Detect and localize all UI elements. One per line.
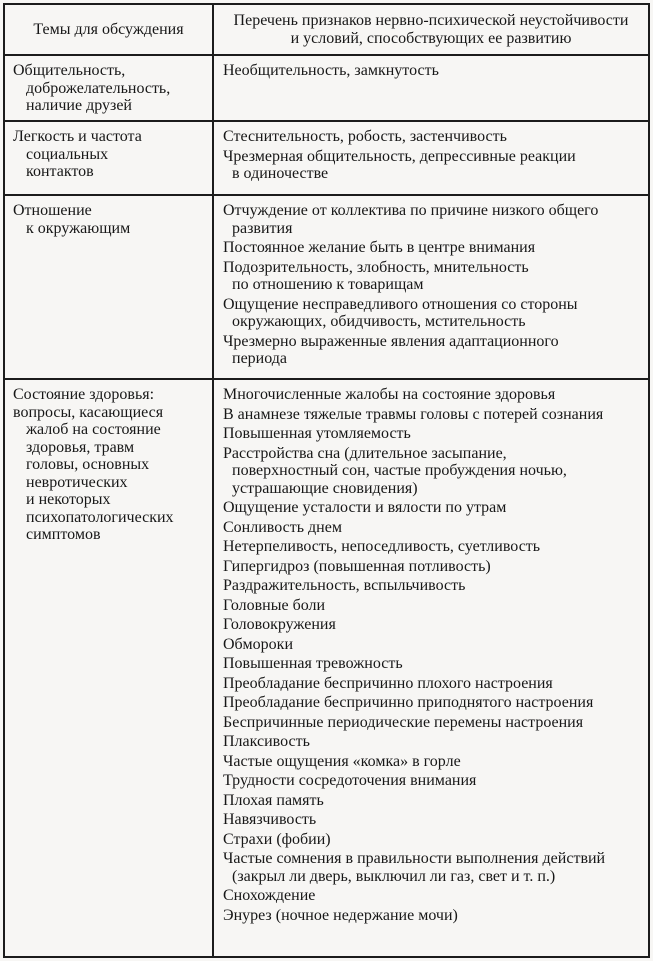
topics-header-label: Темы для обсуждения bbox=[33, 20, 184, 38]
topic-line: и некоторых bbox=[26, 491, 111, 508]
signs-cell bbox=[213, 195, 649, 379]
sign-item bbox=[223, 907, 642, 925]
sign-item bbox=[223, 753, 642, 771]
sign-item bbox=[223, 538, 642, 556]
topics-header-cell bbox=[4, 4, 213, 55]
sign-item bbox=[223, 714, 642, 732]
sign-item bbox=[223, 811, 642, 829]
sign-line: Плаксивость bbox=[223, 733, 310, 750]
sign-line: (закрыл ли дверь, выключил ли газ, свет и т. п.) bbox=[232, 867, 556, 885]
sign-line: Головокружения bbox=[223, 616, 336, 633]
table-row bbox=[4, 121, 649, 195]
sign-item bbox=[223, 733, 642, 751]
sign-item bbox=[223, 333, 642, 368]
sign-line: Гипергидроз (повышенная потливость) bbox=[223, 557, 491, 575]
sign-line: Трудности сосредоточения внимания bbox=[223, 772, 477, 789]
sign-item bbox=[223, 239, 642, 257]
topic-line: вопросы, касающиеся bbox=[13, 403, 164, 421]
sign-item bbox=[223, 62, 642, 80]
sign-item bbox=[223, 445, 642, 498]
topic-line: Отношение bbox=[13, 202, 92, 219]
topic-cell bbox=[4, 55, 213, 121]
sign-line: Плохая память bbox=[223, 791, 324, 809]
sign-line: Сонливость днем bbox=[223, 518, 342, 536]
sign-item bbox=[223, 259, 642, 294]
sign-line: Навязчивость bbox=[223, 811, 317, 828]
sign-line: в одиночестве bbox=[232, 165, 329, 182]
sign-line: Чрезмерная общительность, депрессивные реакции bbox=[223, 147, 576, 165]
sign-item bbox=[223, 597, 642, 615]
sign-item bbox=[223, 519, 642, 537]
topic-cell bbox=[4, 195, 213, 379]
sign-item bbox=[223, 406, 642, 424]
sign-line: Необщительность, замкнутость bbox=[223, 62, 439, 79]
topic-line: Состояние здоровья: bbox=[13, 386, 155, 403]
sign-line: Повышенная тревожность bbox=[223, 655, 403, 672]
signs-cell bbox=[213, 121, 649, 195]
sign-item bbox=[223, 831, 642, 849]
topic-line: Легкость и частота bbox=[13, 128, 142, 145]
npu-signs-table bbox=[3, 3, 650, 958]
sign-line: Многочисленные жалобы на состояние здоровья bbox=[223, 386, 556, 403]
sign-item bbox=[223, 675, 642, 693]
sign-line: окружающих, обидчивость, мстительность bbox=[232, 313, 526, 330]
sign-item bbox=[223, 616, 642, 634]
table-row bbox=[4, 195, 649, 379]
sign-line: Подозрительность, злобность, мнительность bbox=[223, 258, 529, 276]
sign-line: Повышенная утомляемость bbox=[223, 425, 411, 442]
sign-item bbox=[223, 296, 642, 331]
topic-line: доброжелательность, bbox=[26, 79, 171, 97]
topic-line: психопатологических bbox=[26, 508, 174, 526]
sign-line: Чрезмерно выраженные явления адаптационного bbox=[223, 332, 559, 350]
sign-item bbox=[223, 386, 642, 404]
topic-line: симптомов bbox=[26, 526, 101, 543]
sign-line: Стеснительность, робость, застенчивость bbox=[223, 128, 507, 145]
sign-line: устрашающие сновидения) bbox=[232, 479, 418, 497]
sign-line: Раздражительность, вспыльчивость bbox=[223, 577, 466, 594]
signs-cell bbox=[213, 379, 649, 957]
sign-line: В анамнезе тяжелые травмы головы с потерей сознания bbox=[223, 405, 604, 423]
sign-line: Энурез (ночное недержание мочи) bbox=[223, 906, 458, 924]
sign-line: поверхностный сон, частые пробуждения ночью, bbox=[232, 462, 567, 479]
topic-line: жалоб на состояние bbox=[26, 421, 161, 438]
sign-line: по отношению к товарищам bbox=[232, 276, 424, 293]
sign-line: Головные боли bbox=[223, 596, 326, 614]
topic-line: к окружающим bbox=[26, 219, 131, 237]
topic-line: Общительность, bbox=[13, 62, 126, 79]
sign-line: Ощущение усталости и вялости по утрам bbox=[223, 499, 507, 516]
topic-line: социальных bbox=[26, 145, 109, 163]
signs-cell bbox=[213, 55, 649, 121]
topic-cell bbox=[4, 121, 213, 195]
sign-item bbox=[223, 772, 642, 790]
signs-header-cell bbox=[213, 4, 649, 55]
table-row bbox=[4, 379, 649, 957]
sign-line: развития bbox=[232, 219, 293, 237]
sign-item bbox=[223, 887, 642, 905]
sign-item bbox=[223, 128, 642, 146]
sign-line: Расстройства сна (длительное засыпание, bbox=[223, 444, 507, 462]
sign-item bbox=[223, 655, 642, 673]
sign-line: Частые ощущения «комка» в горле bbox=[223, 752, 461, 770]
topic-line: невротических bbox=[26, 473, 128, 491]
signs-header-label-line: и условий, способствующих ее развитию bbox=[290, 29, 572, 47]
topic-line: контактов bbox=[26, 163, 94, 180]
sign-line: Нетерпеливость, непоседливость, суетливость bbox=[223, 538, 541, 555]
sign-item bbox=[223, 148, 642, 183]
topic-cell bbox=[4, 379, 213, 957]
topic-line: наличие друзей bbox=[26, 97, 132, 114]
sign-line: Отчуждение от коллектива по причине низкого общего bbox=[223, 202, 599, 219]
sign-line: Обмороки bbox=[223, 635, 293, 653]
sign-item bbox=[223, 577, 642, 595]
sign-line: Преобладание беспричинно плохого настроения bbox=[223, 674, 553, 692]
sign-item bbox=[223, 694, 642, 712]
sign-item bbox=[223, 499, 642, 517]
sign-line: Беспричинные периодические перемены настроения bbox=[223, 713, 584, 731]
sign-item bbox=[223, 850, 642, 885]
header-row bbox=[4, 4, 649, 55]
sign-item bbox=[223, 202, 642, 237]
sign-line: Частые сомнения в правильности выполнения действий bbox=[223, 850, 606, 867]
sign-line: Постоянное желание быть в центре внимания bbox=[223, 239, 536, 256]
sign-line: Преобладание беспричинно приподнятого настроения bbox=[223, 694, 594, 711]
sign-line: Ощущение несправедливого отношения со стороны bbox=[223, 295, 578, 313]
sign-line: Страхи (фобии) bbox=[223, 830, 331, 848]
signs-header-label-line: Перечень признаков нервно-психической неустойчивости bbox=[233, 12, 629, 29]
sign-line: периода bbox=[232, 350, 288, 367]
table-head bbox=[4, 4, 649, 55]
sign-item bbox=[223, 792, 642, 810]
table-row bbox=[4, 55, 649, 121]
topic-line: головы, основных bbox=[26, 456, 150, 473]
sign-item bbox=[223, 636, 642, 654]
sign-item bbox=[223, 425, 642, 443]
sign-item bbox=[223, 558, 642, 576]
topic-line: здоровья, травм bbox=[26, 438, 135, 456]
table-body bbox=[4, 55, 649, 957]
sign-line: Снохождение bbox=[223, 887, 316, 904]
